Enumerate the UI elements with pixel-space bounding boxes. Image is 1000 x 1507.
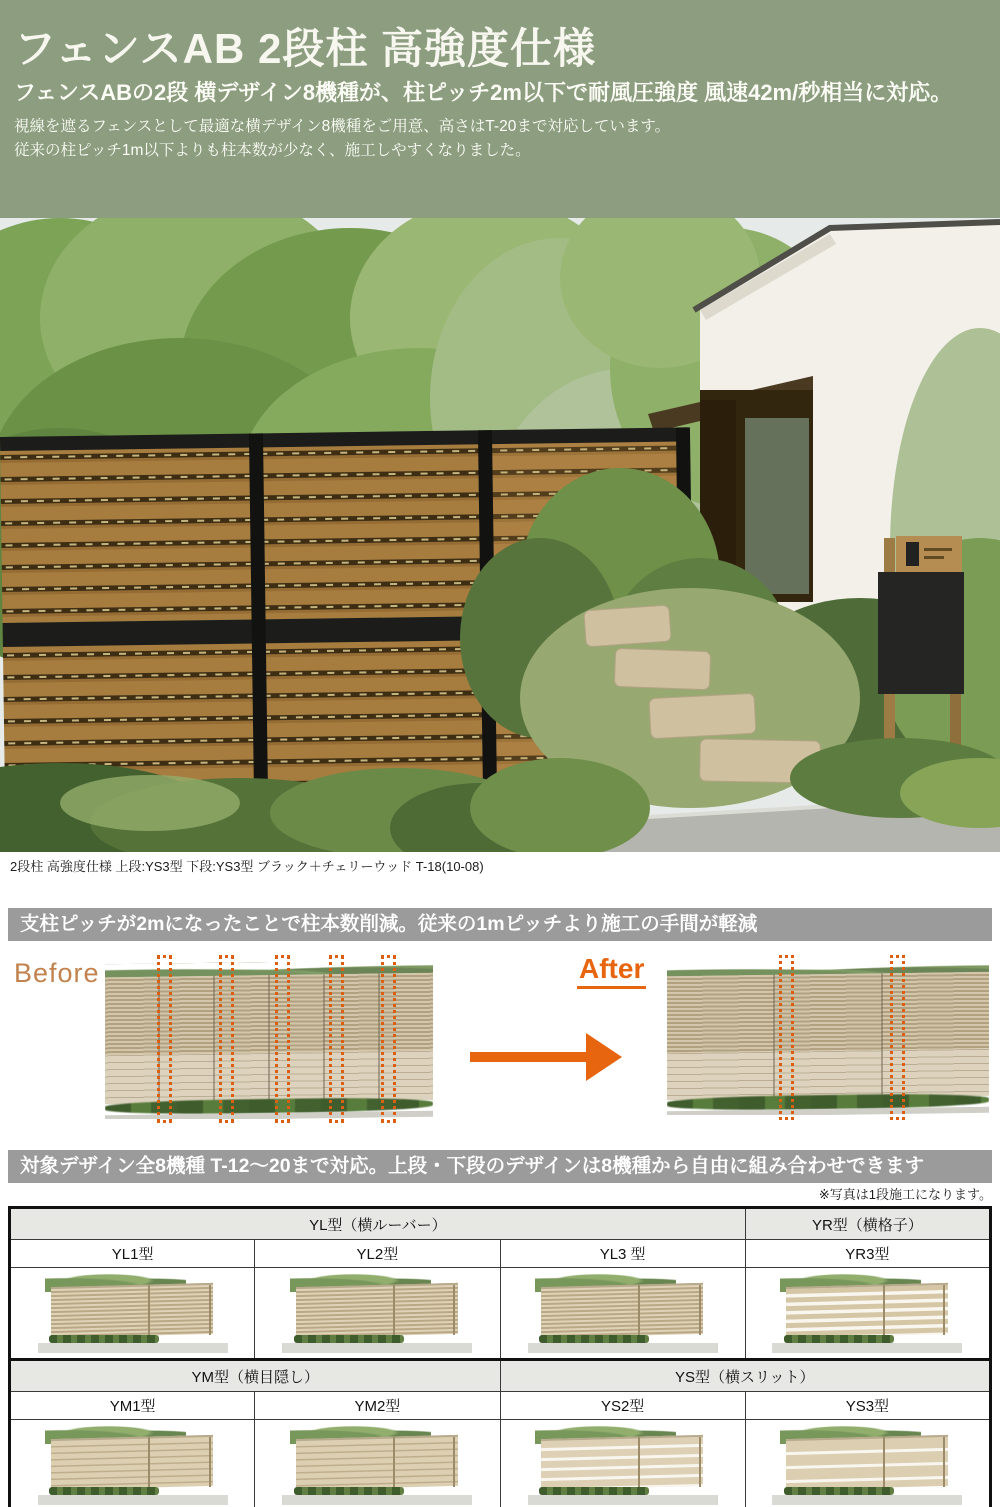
header-subtitle: フェンスABの2段 横デザイン8機種が、柱ピッチ2m以下で耐風圧強度 風速42m/秒相当に対応。 bbox=[14, 80, 953, 105]
post-marker bbox=[329, 955, 344, 1123]
before-label: Before bbox=[14, 958, 100, 988]
entry-glass bbox=[745, 418, 809, 594]
group-header-row bbox=[10, 1208, 991, 1240]
type-header-ym1: YM1型 bbox=[10, 1392, 255, 1420]
right-arrow-icon bbox=[468, 1032, 622, 1082]
post-marker bbox=[157, 955, 172, 1123]
after-label: After bbox=[577, 953, 646, 989]
fence-seams bbox=[667, 972, 989, 1100]
group-header-ys: YS型（横スリット） bbox=[500, 1360, 991, 1392]
type-header-yl3: YL3 型 bbox=[500, 1240, 745, 1268]
type-header-yl1: YL1型 bbox=[10, 1240, 255, 1268]
hero-photo bbox=[0, 218, 1000, 852]
page-title: フェンスAB 2段柱 高強度仕様 bbox=[14, 25, 596, 72]
thumbnail-row bbox=[10, 1268, 991, 1360]
mailbox-sign bbox=[896, 536, 962, 572]
post-marker bbox=[381, 955, 396, 1123]
photo-note: ※写真は1段施工になります。 bbox=[818, 1187, 992, 1202]
group-header-row bbox=[10, 1360, 991, 1392]
fence-thumbnail-yl1 bbox=[38, 1273, 228, 1353]
fence-thumbnail-ym1 bbox=[38, 1425, 228, 1505]
design-table bbox=[8, 1206, 992, 1507]
fence-thumbnail-yl2 bbox=[282, 1273, 472, 1353]
post-marker bbox=[219, 955, 234, 1123]
type-header-ym2: YM2型 bbox=[255, 1392, 500, 1420]
type-header-row bbox=[10, 1240, 991, 1268]
fence-thumbnail-ys3 bbox=[772, 1425, 962, 1505]
thumbnail-row bbox=[10, 1420, 991, 1507]
header-description-line1: 視線を遮るフェンスとして最適な横デザイン8機種をご用意、高さはT-20まで対応しています。 bbox=[14, 118, 671, 135]
post-marker bbox=[890, 955, 905, 1120]
hero-photo-graphic bbox=[0, 218, 1000, 852]
type-header-yl2: YL2型 bbox=[255, 1240, 500, 1268]
mailbox-body bbox=[878, 572, 964, 694]
post-marker bbox=[275, 955, 290, 1123]
fence-thumbnail-yr3 bbox=[772, 1273, 962, 1353]
header bbox=[0, 0, 1000, 218]
fence-thumbnail-ym2 bbox=[282, 1425, 472, 1505]
design-section-heading: 対象デザイン全8機種 T-12～20まで対応。上段・下段のデザインは8機種から自由に組み合わせできます bbox=[8, 1150, 992, 1183]
type-header-yr3: YR3型 bbox=[745, 1240, 990, 1268]
fence-thumbnail-yl3 bbox=[528, 1273, 718, 1353]
group-header-yl: YL型（横ルーバー） bbox=[10, 1208, 746, 1240]
post-marker bbox=[779, 955, 794, 1120]
header-description-line2: 従来の柱ピッチ1m以下よりも柱本数が少なく、施工しやすくなりました。 bbox=[14, 142, 531, 159]
photo-caption: 2段柱 高強度仕様 上段:YS3型 下段:YS3型 ブラック＋チェリーウッド T-18(10-08) bbox=[10, 859, 484, 874]
fence-thumbnail-ys2 bbox=[528, 1425, 718, 1505]
after-image bbox=[667, 962, 989, 1115]
type-header-row bbox=[10, 1392, 991, 1420]
type-header-ys3: YS3型 bbox=[745, 1392, 990, 1420]
pitch-section-heading: 支柱ピッチが2mになったことで柱本数削減。従来の1mピッチより施工の手間が軽減 bbox=[8, 908, 992, 941]
group-header-ym: YM型（横目隠し） bbox=[10, 1360, 501, 1392]
group-header-yr: YR型（横格子） bbox=[745, 1208, 990, 1240]
type-header-ys2: YS2型 bbox=[500, 1392, 745, 1420]
